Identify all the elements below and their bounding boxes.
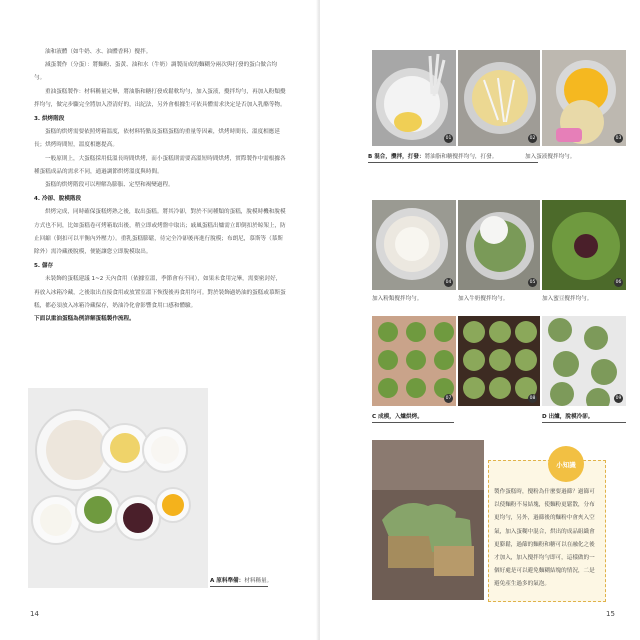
left-page-body-text [34, 46, 286, 326]
lead-in-sentence: 下面以重油蛋糕為例詳解蛋糕製作流程。 [34, 316, 135, 323]
step-b-caption-label: B 混合，攪拌，打發： [368, 154, 425, 160]
caption-rule [542, 422, 626, 423]
step-photo-01 [372, 50, 456, 146]
step-photo-07 [372, 316, 456, 406]
body-paragraph: 減蛋製作（分蛋）：將麵粉、蛋黃、油和水（牛奶）調製而成的麵糊分兩次與打發的蛋白做合均勻。 [34, 62, 278, 82]
step-photo-03 [542, 50, 626, 146]
creaming-butter-illustration [458, 50, 540, 146]
step-b2-caption: 加入蛋液攪拌均勻。 [525, 154, 576, 160]
tip-text: 製作蛋糕時，攪粉為什麼要過篩？過篩可以使麵粉不易結塊，使麵粉更鬆散，分布更均勻，另外，過篩後的麵粉中會夾入空氣，加入蛋糊中混合，烘出的成品組織會更膨鬆，過篩的麵粉和糖可以在融化之後才加入，加入攪拌均勻即可，這樣做的一個好處是可以避免麵糊結塊的情況，二是避免產生過多的氣泡。 [494, 489, 595, 588]
row2-caption-1: 加入粉類攪拌均勻。 [372, 296, 423, 302]
finished-cupcakes-photo [372, 440, 484, 600]
section-heading: 3. 烘烤階段 [34, 116, 65, 123]
ingredients-caption [210, 576, 272, 584]
body-paragraph: 未裝飾的蛋糕建議 1~2 天內食用（依據室溫，季節會有不同），如果未食用完畢，需要密封好，再放入冰箱冷藏，之後取出直接食用或放置室溫下恢復後再食用均可。對於裝飾過奶油的蛋糕或慕斯蛋糕，都必須放入冰箱冷藏保存，奶油冷化會影響食用口感和體驗。 [34, 276, 286, 309]
cupcake-mold-baked-illustration [458, 316, 540, 406]
row2-caption-2: 加入牛奶攪拌均勻。 [458, 296, 509, 302]
body-paragraph: 重油蛋糕製作：材料稱量完畢，將油脂和糖打發成鬆軟均勻，加入蛋液，攪拌均勻，再加入粉類攪拌均勻，做完步驟完全將加入澄清好的，出紀法，另外會根據生可依具體需求決定是否加入乳酪等物。 [34, 88, 286, 108]
right-page [320, 0, 640, 640]
cupcakes-cooling-illustration [542, 316, 626, 406]
body-paragraph: 一般原則上，大蛋糕採用低溫長時間烘烤，而小蛋糕則需要高溫短時間烘烤，實際製作中需根據各種蛋糕成品的需求不同，通過調節烘烤溫度與時間。 [34, 155, 286, 175]
row2-caption-3: 加入蜜豆攪拌均勻。 [542, 296, 593, 302]
caption-rule [372, 422, 454, 423]
page-number-left: 14 [30, 610, 39, 618]
ingredients-caption-text: 材料稱量。 [244, 578, 273, 584]
step-number: 03 [615, 136, 622, 141]
caption-rule [368, 162, 538, 163]
step-photo-09 [542, 316, 626, 406]
adding-egg-illustration [542, 50, 626, 146]
step-photo-02 [458, 50, 540, 146]
step-b-caption-text: 將油脂和糖攪拌均勻，打發。 [424, 154, 498, 160]
matcha-cupcakes-illustration [372, 440, 484, 600]
mixing-butter-illustration [372, 50, 456, 146]
step-number: 09 [615, 396, 622, 401]
ingredients-caption-label: A 原料準備： [210, 578, 245, 584]
adding-flour-illustration [372, 200, 456, 290]
step-c-caption [372, 412, 423, 420]
step-number: 02 [529, 136, 536, 141]
caption-rule [210, 586, 268, 587]
step-photo-08 [458, 316, 540, 406]
page-number-right: 15 [606, 610, 615, 618]
section-heading: 4. 冷卻、脫模階段 [34, 196, 82, 203]
step-d-caption [542, 412, 593, 420]
step-number: 05 [529, 280, 536, 285]
section-heading: 5. 儲存 [34, 263, 54, 270]
step-number: 06 [615, 280, 622, 285]
tip-title-badge: 小知識 [548, 446, 584, 482]
body-paragraph: 油和液體（如牛奶、水、油體香料）攪拌。 [45, 49, 152, 55]
ingredients-bowls-illustration [28, 388, 208, 588]
step-photo-06 [542, 200, 626, 290]
cupcake-mold-filled-illustration [372, 316, 456, 406]
body-paragraph: 蛋糕的烘烤需要依照烤箱溫度，依材料特點及蛋糕蛋糕的重量等因素，烘烤時間長、溫度相應延長；烘烤時間短，溫度相應提高。 [34, 129, 280, 149]
ingredients-photo [28, 388, 208, 588]
body-paragraph: 蛋糕的烘烤階段可以理解為膨脹、定型和褐變過程。 [45, 182, 174, 189]
step-b-caption [368, 152, 497, 160]
step-photo-05 [458, 200, 540, 290]
adding-red-beans-illustration [542, 200, 626, 290]
adding-milk-illustration [458, 200, 540, 290]
step-c-caption-label: C 成模，入爐烘烤。 [372, 414, 423, 420]
step-number: 08 [529, 396, 536, 401]
step-number: 07 [445, 396, 452, 401]
step-d-caption-label: D 出爐，脫模冷卻。 [542, 414, 594, 420]
step-number: 01 [445, 136, 452, 141]
body-paragraph: 烘烤完成，同時確保蛋糕烤熟之後，取出蛋糕。將其冷卻，對於不同種類的蛋糕，脫模時機和脫模方式也不同，比如蛋糕卷可烤箱取出後，稍立即或烤盤中取出；戚風蛋糕出爐需立即倒扣於晾架上，防止回縮（倒扣可以平衡內外壓力）。重乳蛋糕膨鬆，待完全冷卻後再進行脫模；布朗尼，慕斯等（慕斯除外）需冷藏後脫模，便能讓您立即脫模取出。 [34, 209, 286, 256]
step-photo-04 [372, 200, 456, 290]
step-number: 04 [445, 280, 452, 285]
